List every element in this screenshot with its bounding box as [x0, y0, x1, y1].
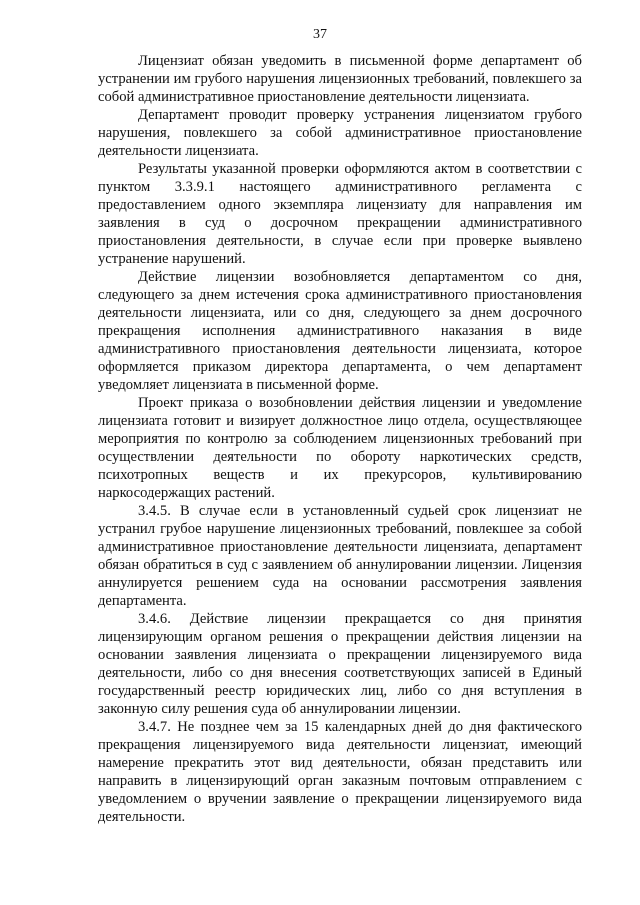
- paragraph-clause-3-4-7: 3.4.7. Не позднее чем за 15 календарных дней до дня фактического прекращения лицензируемого вида деятельности лицензиат, имеющий намерение прекратить этот вид деятельности, обязан представить или направить в лицензирующий орган заказным почтовым отправлением с уведомлением о вручении заявление о прекращении лицензируемого вида деятельности.: [98, 719, 582, 825]
- paragraph: Результаты указанной проверки оформляются актом в соответствии с пунктом 3.3.9.1 настоящего административного регламента с предоставлением одного экземпляра лицензиату для направления им заявления в суд о досрочном прекращении административного приостановления деятельности, в случае если при проверке выявлено устранение нарушений.: [98, 161, 582, 267]
- paragraph: Действие лицензии возобновляется департаментом со дня, следующего за днем истечения срока административного приостановления деятельности лицензиата, или со дня, следующего за днем досрочного прекращения исполнения административного наказания в виде административного приостановления деятельности лицензиата, которое оформляется приказом директора департамента, о чем департамент уведомляет лицензиата в письменной форме.: [98, 269, 582, 393]
- paragraph: Лицензиат обязан уведомить в письменной форме департамент об устранении им грубого нарушения лицензионных требований, повлекшего за собой административное приостановление деятельности лицензиата.: [98, 53, 582, 105]
- paragraph-clause-3-4-5: 3.4.5. В случае если в установленный судьей срок лицензиат не устранил грубое нарушение лицензионных требований, повлекшее за собой административное приостановление деятельности лицензиата, департамент обязан обратиться в суд с заявлением об аннулировании лицензии. Лицензия аннулируется решением суда на основании рассмотрения заявления департамента.: [98, 503, 582, 609]
- paragraph: Департамент проводит проверку устранения лицензиатом грубого нарушения, повлекшего за собой административное приостановление деятельности лицензиата.: [98, 107, 582, 159]
- document-body: [98, 52, 582, 826]
- page-number: 37: [313, 27, 327, 42]
- paragraph-clause-3-4-6: 3.4.6. Действие лицензии прекращается со дня принятия лицензирующим органом решения о прекращении действия лицензии на основании заявления лицензиата о прекращении лицензируемого вида деятельности, либо со дня внесения соответствующих записей в Единый государственный реестр юридических лиц, либо со дня вступления в законную силу решения суда об аннулировании лицензии.: [98, 611, 582, 717]
- paragraph: Проект приказа о возобновлении действия лицензии и уведомление лицензиата готовит и визирует должностное лицо отдела, осуществляющее мероприятия по контролю за соблюдением лицензионных требований при осуществлении деятельности по обороту наркотических средств, психотропных веществ и их прекурсоров, культивированию наркосодержащих растений.: [98, 395, 582, 501]
